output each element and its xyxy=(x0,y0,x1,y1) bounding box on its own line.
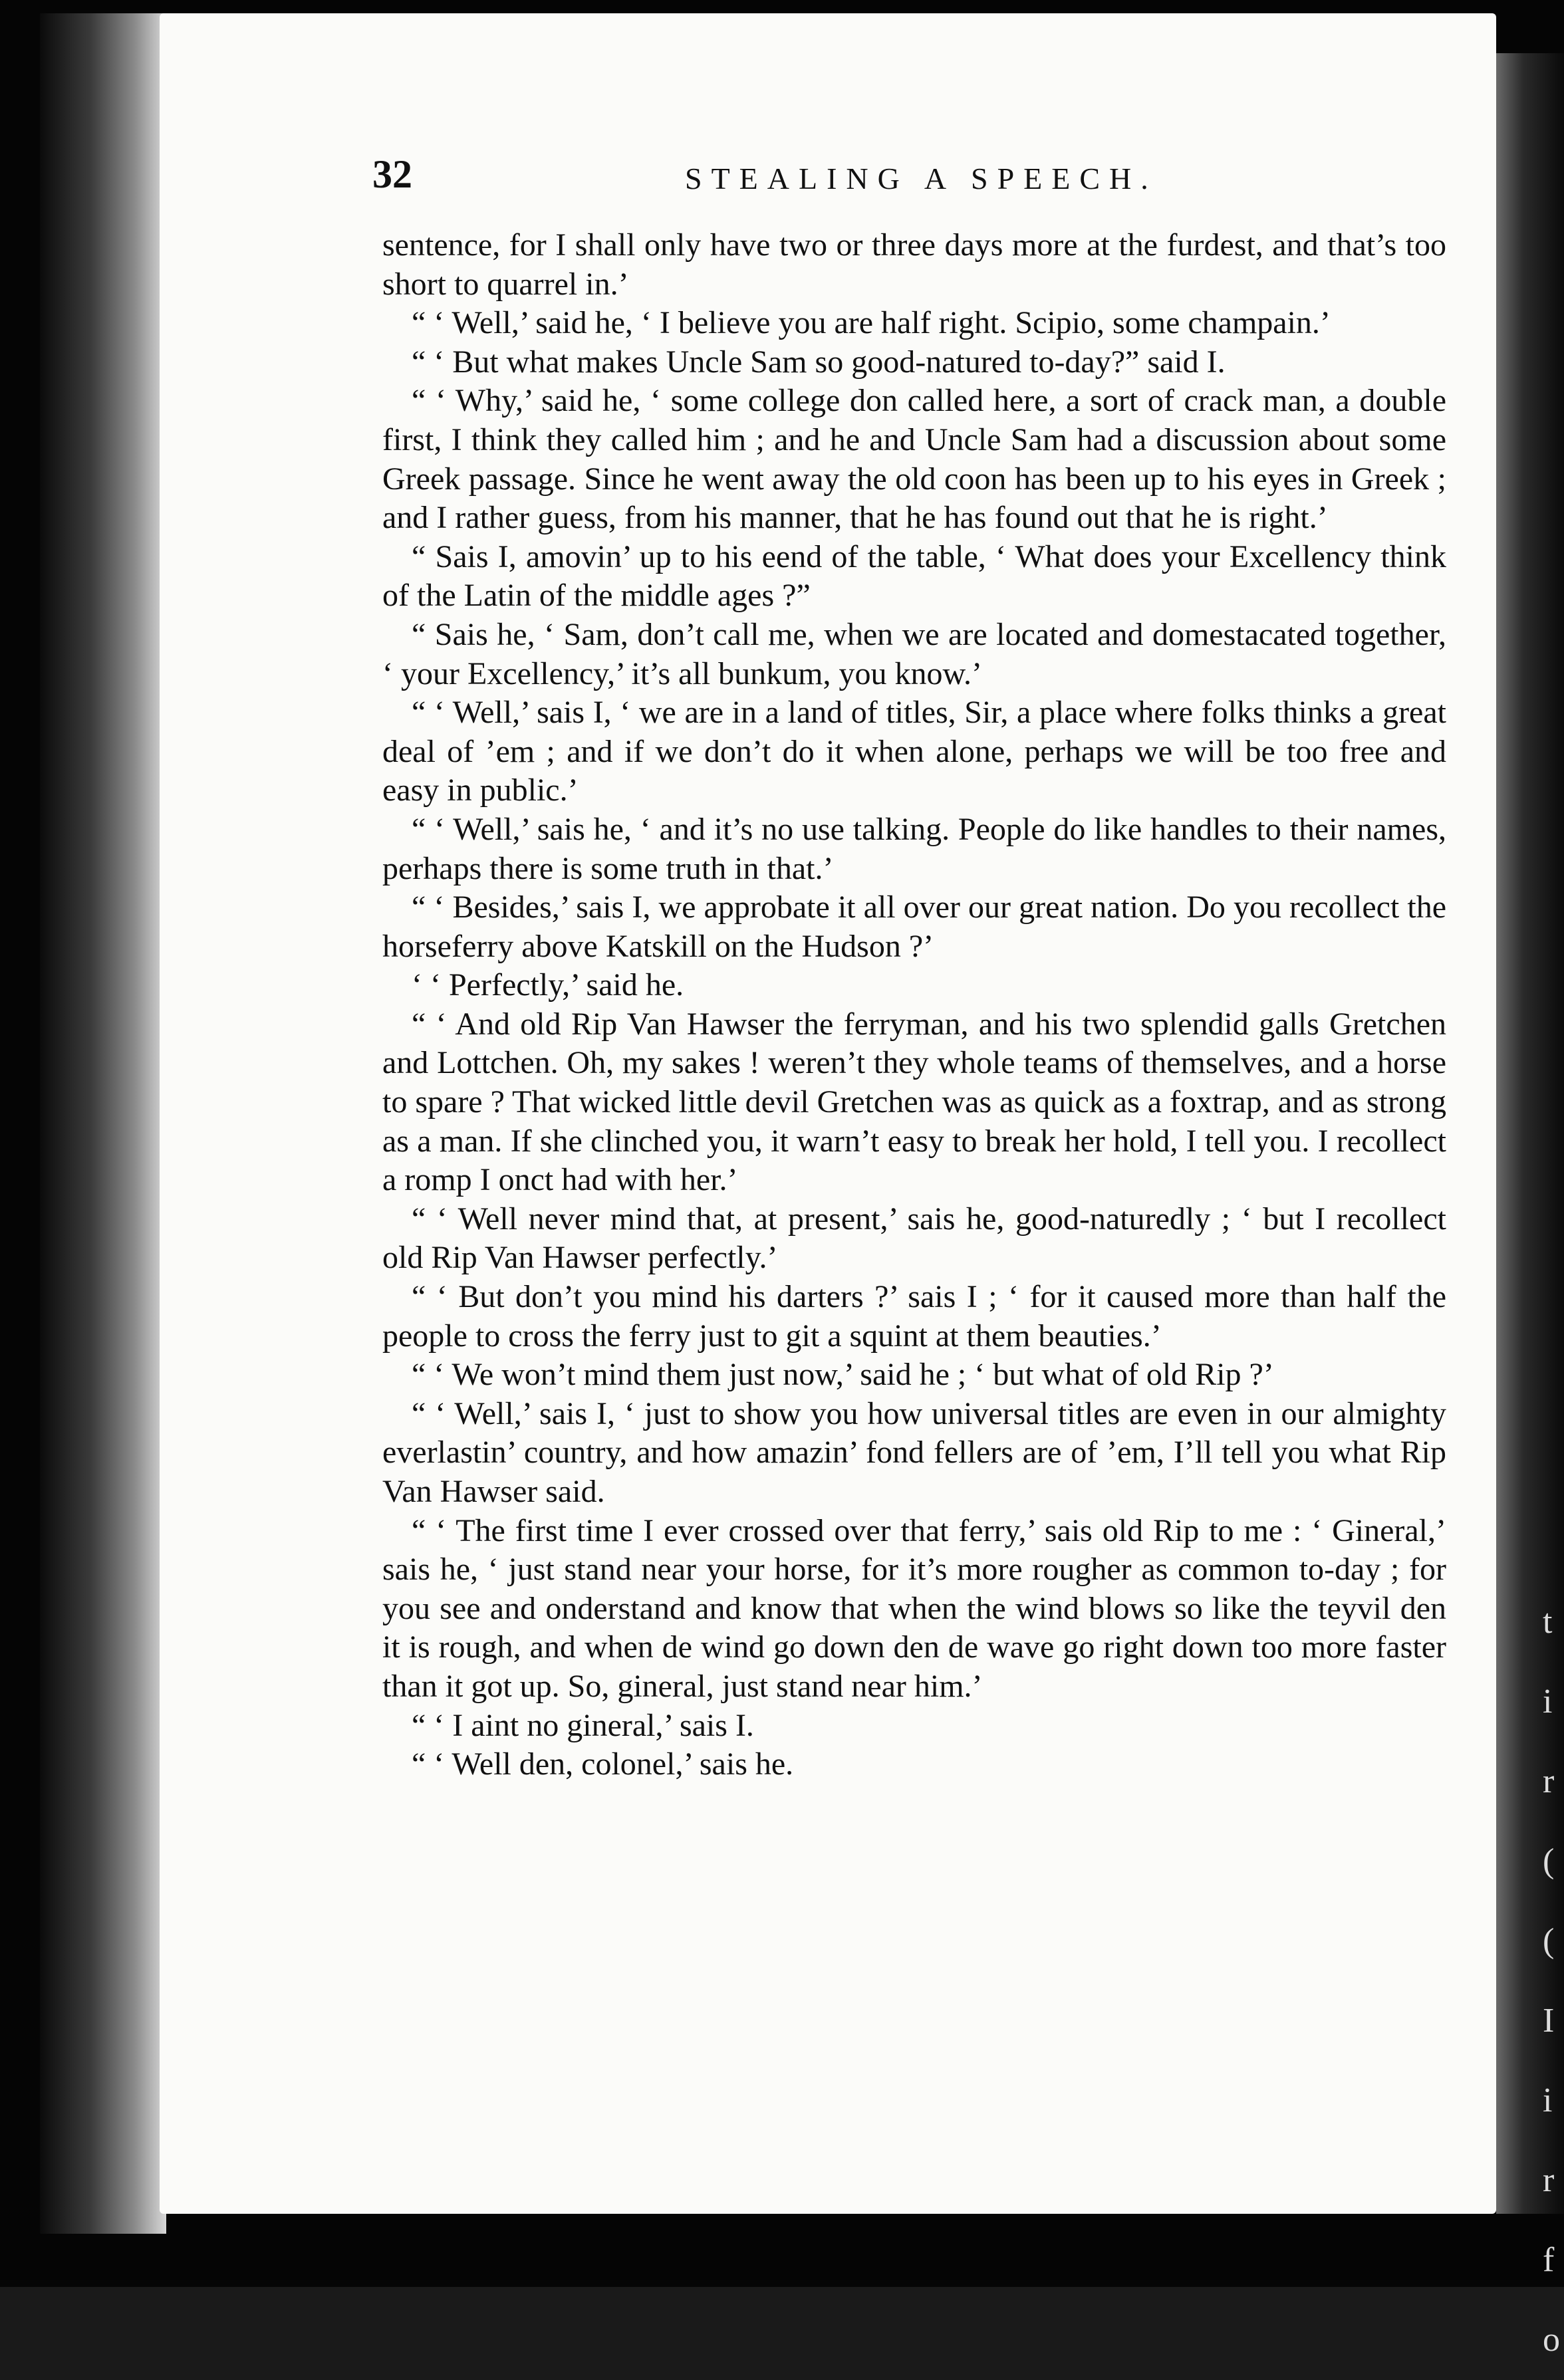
facing-page-letter: f xyxy=(1543,2241,1555,2279)
facing-page-letter: I xyxy=(1543,2002,1555,2040)
facing-page-letter: r xyxy=(1543,2161,1555,2199)
paragraph: sentence, for I shall only have two or three days more at the furdest, and that’s too short to quarrel in.’ xyxy=(382,227,1446,302)
facing-page-letter: r xyxy=(1543,1762,1555,1800)
facing-page-letter: ( xyxy=(1543,1922,1555,1960)
paragraph: “ ‘ And old Rip Van Hawser the ferryman, and his two splendid galls Gretchen and Lottchen. Oh, my sakes ! weren’t they whole teams of themselves, and a horse to spare ? That wicked little devil Gretchen was as quick as a foxtrap, and as strong as a man. If she clinched you, it warn’t easy to break her hold, I tell you. I recollect a romp I onct had with her.’ xyxy=(382,1006,1446,1198)
paragraph: “ ‘ I aint no gineral,’ sais I. xyxy=(412,1707,754,1743)
paragraph: “ ‘ Why,’ said he, ‘ some college don called here, a sort of crack man, a double first, I think they called him ; and he and Uncle Sam had a discussion about some Greek passage. Since he went away the old coon has been up to his eyes in Greek ; and I rather guess, from his manner, that he has found out that he is right.’ xyxy=(382,383,1446,536)
body-text xyxy=(382,226,1446,1784)
facing-page-text xyxy=(1543,1582,1564,2380)
page-header xyxy=(372,152,1564,205)
book-binding-edge xyxy=(40,13,166,2234)
paragraph: “ ‘ Well,’ sais he, ‘ and it’s no use talking. People do like handles to their names, perhaps there is some truth in that.’ xyxy=(382,811,1446,886)
paragraph: “ ‘ Well,’ sais I, ‘ just to show you how universal titles are even in our almighty everlastin’ country, and how amazin’ fond fellers are of ’em, I’ll tell you what Rip Van Hawser said. xyxy=(382,1395,1446,1509)
facing-page-letter: i xyxy=(1543,1683,1553,1721)
paragraph: “ ‘ Well never mind that, at present,’ sais he, good-naturedly ; ‘ but I recollect old Rip Van Hawser perfectly.’ xyxy=(382,1201,1446,1276)
paragraph: “ ‘ But what makes Uncle Sam so good-natured to-day?” said I. xyxy=(412,344,1226,380)
paragraph: “ ‘ The first time I ever crossed over that ferry,’ sais old Rip to me : ‘ Gineral,’ sais he, ‘ just stand near your horse, for it’s more rougher as common to-day ; for you see and onderstand and know that when the wind blows so like the teyvil den it is rough, and when de wind go down den de wave go right down too more faster than it got up. So, gineral, just stand near him.’ xyxy=(382,1512,1446,1704)
facing-page-letter: o xyxy=(1543,2321,1560,2359)
facing-page-letter: t xyxy=(1543,1603,1553,1641)
paragraph: ‘ ‘ Perfectly,’ said he. xyxy=(412,967,684,1003)
paragraph: “ ‘ Well,’ sais I, ‘ we are in a land of titles, Sir, a place where folks thinks a great deal of ’em ; and if we don’t do it when alone, perhaps we will be too free and easy in public.’ xyxy=(382,695,1446,808)
paragraph: “ ‘ Well den, colonel,’ sais he. xyxy=(412,1746,794,1782)
paragraph: “ ‘ We won’t mind them just now,’ said he ; ‘ but what of old Rip ?’ xyxy=(412,1357,1274,1393)
paragraph: “ ‘ But don’t you mind his darters ?’ sais I ; ‘ for it caused more than half the people to cross the ferry just to git a squint at them beauties.’ xyxy=(382,1279,1446,1354)
paragraph: “ Sais I, amovin’ up to his eend of the table, ‘ What does your Excellency think of the Latin of the middle ages ?” xyxy=(382,538,1446,614)
paragraph: “ ‘ Well,’ said he, ‘ I believe you are half right. Scipio, some champain.’ xyxy=(412,305,1331,341)
paragraph: “ Sais he, ‘ Sam, don’t call me, when we are located and domestacated together, ‘ your Excellency,’ it’s all bunkum, you know.’ xyxy=(382,616,1446,691)
facing-page-letter: i xyxy=(1543,2082,1553,2119)
running-head: STEALING A SPEECH. xyxy=(685,162,1158,195)
page-number: 32 xyxy=(372,152,412,196)
paragraph: “ ‘ Besides,’ sais I, we approbate it all over our great nation. Do you recollect the horseferry above Katskill on the Hudson ?’ xyxy=(382,890,1446,964)
facing-page-letter: ( xyxy=(1543,1842,1555,1880)
